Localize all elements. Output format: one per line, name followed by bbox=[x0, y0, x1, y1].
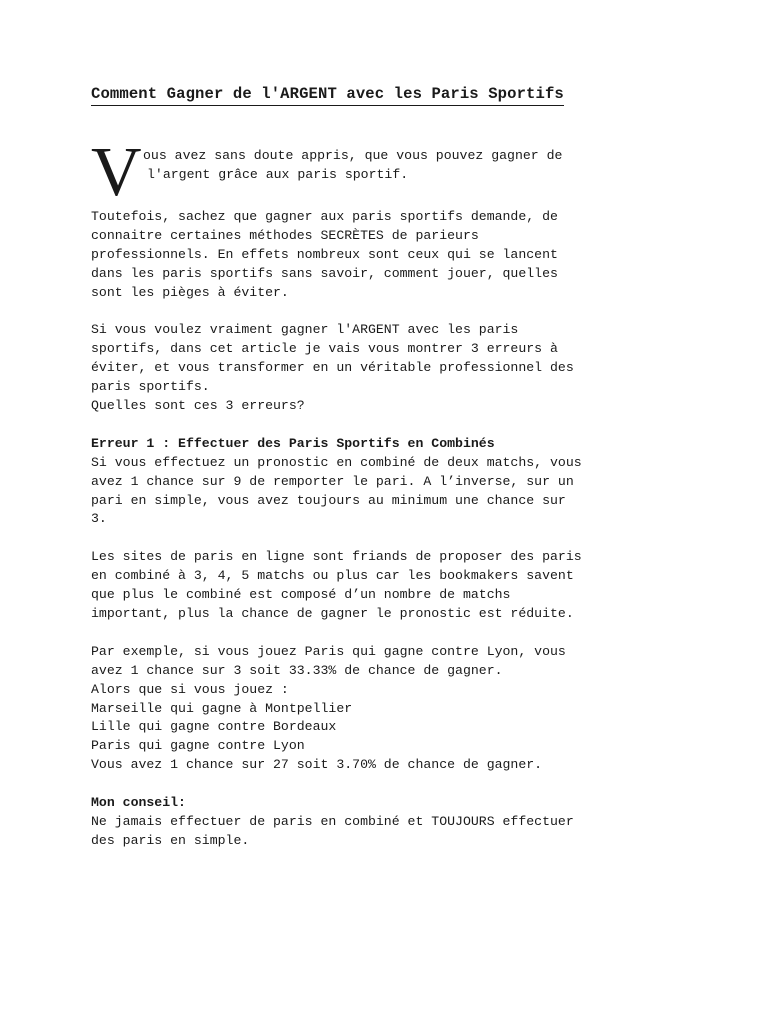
text-line: dans les paris sportifs sans savoir, comment jouer, quelles bbox=[91, 265, 558, 281]
text-line: paris sportifs. bbox=[91, 379, 210, 395]
text-line: avez 1 chance sur 9 de remporter le pari. A l’inverse, sur un bbox=[91, 473, 574, 489]
text-line: 3. bbox=[91, 511, 107, 527]
text-line: Si vous voulez vraiment gagner l'ARGENT avec les paris bbox=[91, 322, 519, 338]
section-heading-erreur-1: Erreur 1 : Effectuer des Paris Sportifs en Combinés bbox=[91, 435, 495, 451]
text-line: Ne jamais effectuer de paris en combiné et TOUJOURS effectuer bbox=[91, 813, 574, 829]
drop-cap: V bbox=[91, 134, 142, 211]
text-line: important, plus la chance de gagner le pronostic est réduite. bbox=[91, 605, 574, 621]
text-line: Quelles sont ces 3 erreurs? bbox=[91, 398, 305, 414]
text-line: Si vous effectuez un pronostic en combiné de deux matchs, vous bbox=[91, 454, 582, 470]
text-line: Les sites de paris en ligne sont friands de proposer des paris bbox=[91, 549, 582, 565]
section-heading-conseil: Mon conseil: bbox=[91, 795, 186, 811]
text-line: professionnels. En effets nombreux sont ceux qui se lancent bbox=[91, 246, 558, 262]
text-line: connaitre certaines méthodes SECRÈTES de parieurs bbox=[91, 227, 479, 243]
paragraph-conseil bbox=[91, 813, 691, 851]
text-line: avez 1 chance sur 3 soit 33.33% de chance de gagner. bbox=[91, 662, 503, 678]
text-line: sont les pièges à éviter. bbox=[91, 284, 289, 300]
intro-paragraph bbox=[91, 134, 691, 211]
paragraph-combine bbox=[91, 454, 691, 530]
text-line: Par exemple, si vous jouez Paris qui gagne contre Lyon, vous bbox=[91, 643, 566, 659]
paragraph-exemple bbox=[91, 643, 691, 775]
text-line: Marseille qui gagne à Montpellier bbox=[91, 700, 353, 716]
text-line: que plus le combiné est composé d’un nombre de matchs bbox=[91, 587, 511, 603]
paragraph-sites-de-paris bbox=[91, 548, 691, 624]
intro-line: ous avez sans doute appris, que vous pouvez gagner de bbox=[143, 148, 563, 163]
text-line: des paris en simple. bbox=[91, 832, 250, 848]
document-title: Comment Gagner de l'ARGENT avec les Paris Sportifs bbox=[91, 84, 564, 106]
paragraph-toutefois bbox=[91, 208, 691, 303]
text-line: en combiné à 3, 4, 5 matchs ou plus car les bookmakers savent bbox=[91, 568, 574, 584]
text-line: sportifs, dans cet article je vais vous montrer 3 erreurs à bbox=[91, 341, 558, 357]
intro-line: l'argent grâce aux paris sportif. bbox=[147, 166, 409, 182]
text-line: Lille qui gagne contre Bordeaux bbox=[91, 719, 337, 735]
paragraph-si-vous-voulez bbox=[91, 321, 691, 416]
document-page bbox=[91, 84, 691, 851]
text-line: Toutefois, sachez que gagner aux paris sportifs demande, de bbox=[91, 209, 558, 224]
text-line: Vous avez 1 chance sur 27 soit 3.70% de chance de gagner. bbox=[91, 757, 543, 773]
text-line: Alors que si vous jouez : bbox=[91, 681, 289, 697]
text-line: éviter, et vous transformer en un véritable professionnel des bbox=[91, 360, 574, 376]
text-line: pari en simple, vous avez toujours au minimum une chance sur bbox=[91, 492, 566, 508]
text-line: Paris qui gagne contre Lyon bbox=[91, 738, 305, 754]
